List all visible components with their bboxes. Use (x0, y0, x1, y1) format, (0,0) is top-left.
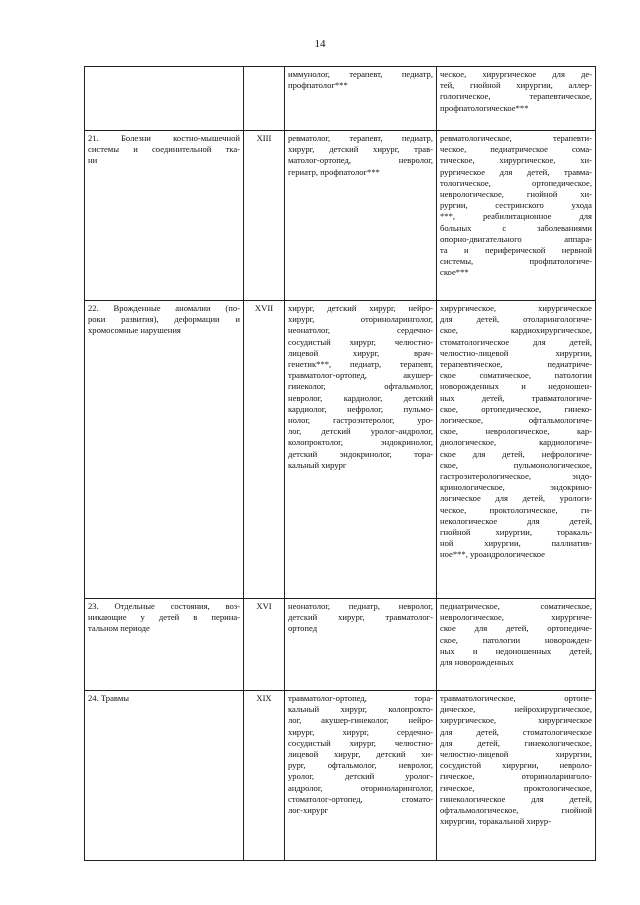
doctors-cell-line: гериатр, профпатолог*** (288, 166, 380, 177)
table-row (85, 131, 596, 301)
disease-cell-line: системы и соединительной тка- (88, 144, 240, 155)
doctors-cell-line: генетик***, педиатр, терапевт, (288, 359, 433, 370)
doctors-cell-line: лог, акушер-гинеколог, нейро- (288, 715, 433, 726)
profiles-cell-line: ское соматическое, патологии (440, 370, 592, 381)
profiles-cell-line: ское, ортопедическое, гинеко- (440, 403, 592, 414)
profiles-cell-line: ское, пульмонологическое, (440, 459, 592, 470)
profiles-cell-line: ское, кардиохирургическое, (440, 325, 592, 336)
profiles-cell-line: опорно-двигательного аппара- (440, 233, 592, 244)
table-row (85, 67, 596, 131)
profiles-cell (437, 599, 596, 691)
profiles-cell-line: ческое, проктологическое, ги- (440, 504, 592, 515)
table-row (85, 691, 596, 861)
doctors-cell-line: профпатолог*** (288, 80, 348, 91)
doctors-cell-line: гинеколог, офтальмолог, (288, 381, 433, 392)
doctors-cell (285, 131, 437, 301)
disease-cell-line: роки развития), деформации и (88, 314, 240, 325)
icd-class-cell: XVII (244, 301, 285, 599)
profiles-cell-line: ское*** (440, 267, 469, 278)
profiles-cell-line: для детей, отоларингологиче- (440, 314, 592, 325)
profiles-cell (437, 301, 596, 599)
profiles-cell-line: системы, профпатологиче- (440, 256, 592, 267)
doctors-cell-line: детский хирург, травматолог- (288, 612, 433, 623)
profiles-cell (437, 691, 596, 861)
icd-class-cell: XIX (244, 691, 285, 861)
profiles-cell-line: гнойной хирургии, торакаль- (440, 527, 592, 538)
doctors-cell-line: травматолог-ортопед, тора- (288, 693, 433, 703)
profiles-cell-line: неврологическое, хирургиче- (440, 612, 592, 623)
doctors-cell-line: невролог, кардиолог, детский (288, 392, 433, 403)
doctors-cell-line: нолог, гастроэнтеролог, уро- (288, 415, 433, 426)
profiles-cell-line: педиатрическое, соматическое, (440, 601, 592, 611)
disease-cell-line: хромосомные нарушения (88, 325, 181, 336)
profiles-cell-line: кринологическое, эндокрино- (440, 482, 592, 493)
profiles-cell-line: ское для детей, нефрологиче- (440, 448, 592, 459)
profiles-cell-line: ческое, педиатрическое сома- (440, 144, 592, 155)
profiles-cell-line: рургическое для детей, травма- (440, 166, 592, 177)
profiles-cell-line: для новорожденных (440, 657, 514, 668)
doctors-cell-line: иммунолог, терапевт, педиатр, (288, 69, 433, 79)
profiles-cell-line: травматологическое, ортопе- (440, 693, 592, 703)
profiles-cell-line: профпатологическое*** (440, 102, 529, 113)
doctors-cell-line: травматолог-ортопед, акушер- (288, 370, 433, 381)
disease-cell (85, 691, 244, 861)
profiles-cell-line: диологическое, кардиологиче- (440, 437, 592, 448)
disease-cell-line: 21. Болезни костно-мышечной (88, 133, 240, 143)
profiles-cell-line: гическое, проктологическое, (440, 782, 592, 793)
doctors-cell-line: неонатолог, сердечно- (288, 325, 433, 336)
doctors-cell (285, 301, 437, 599)
doctors-cell-line: детский эндокринолог, тора- (288, 448, 433, 459)
doctors-cell-line: лицевой хирург, врач- (288, 347, 433, 358)
profiles-cell-line: некологическое для детей, (440, 515, 592, 526)
doctors-cell-line: андролог, оториноларинголог, (288, 782, 433, 793)
profiles-cell-line: хирургическое, хирургическое (440, 303, 592, 313)
doctors-cell-line: ортопед (288, 623, 318, 634)
profiles-cell-line: ревматологическое, терапевти- (440, 133, 592, 143)
profiles-cell-line: хирургии, торакальной хирур- (440, 816, 552, 827)
disease-cell (85, 301, 244, 599)
profiles-cell-line: логическое, офтальмологиче- (440, 415, 592, 426)
profiles-cell-line: гастроэнтерологическое, эндо- (440, 471, 592, 482)
disease-cell-line: никающие у детей в перина- (88, 612, 240, 623)
doctors-cell-line: ревматолог, терапевт, педиатр, (288, 133, 433, 143)
doctors-cell (285, 599, 437, 691)
page-number: 14 (314, 38, 326, 50)
doctors-cell-line: хирург, оториноларинголог, (288, 314, 433, 325)
doctors-cell-line: колопроктолог, эндокринолог, (288, 437, 433, 448)
icd-class-cell: XVI (244, 599, 285, 691)
profiles-cell-line: ное***, уроандрологическое (440, 549, 545, 560)
profiles-cell-line: ных и недоношенных детей, (440, 645, 592, 656)
profiles-cell-line: тическое, хирургическое, хи- (440, 155, 592, 166)
disease-cell (85, 67, 244, 131)
profiles-cell (437, 131, 596, 301)
profiles-cell-line: та и периферической нервной (440, 245, 592, 256)
profiles-cell (437, 67, 596, 131)
table-row (85, 599, 596, 691)
table-row (85, 301, 596, 599)
doctors-cell-line: неонатолог, педиатр, невролог, (288, 601, 433, 611)
doctors-cell-line: кальный хирург, колопрокто- (288, 704, 433, 715)
profiles-cell-line: ское, неврологическое, кар- (440, 426, 592, 437)
doctors-cell-line: сосудистый хирург, челюстно- (288, 336, 433, 347)
doctors-cell-line: хирург, хирург, сердечно- (288, 726, 433, 737)
doctors-cell-line: уролог, детский уролог- (288, 771, 433, 782)
profiles-cell-line: дическое, нейрохирургическое, (440, 704, 592, 715)
profiles-cell-line: для детей, стоматологическое (440, 726, 592, 737)
profiles-cell-line: стоматологическое для детей, (440, 336, 592, 347)
profiles-cell-line: ческое, хирургическое для де- (440, 69, 592, 79)
profiles-cell-line: челюстно-лицевой хирургии, (440, 347, 592, 358)
disease-cell-line: 23. Отдельные состояния, воз- (88, 601, 240, 611)
profiles-cell-line: больных с заболеваниями (440, 222, 592, 233)
profiles-cell-line: ных детей, травматологиче- (440, 392, 592, 403)
profiles-cell-line: сосудистой хирургии, невроло- (440, 760, 592, 771)
doctors-cell-line: хирург, детский хирург, трав- (288, 144, 433, 155)
doctors-cell-line: матолог-ортопед, невролог, (288, 155, 433, 166)
doctors-cell-line: стоматолог-ортопед, стомато- (288, 793, 433, 804)
doctors-cell (285, 691, 437, 861)
profiles-cell-line: тологическое, ортопедическое, (440, 177, 592, 188)
profiles-cell-line: ское для детей, ортопедиче- (440, 623, 592, 634)
icd-class-cell (244, 67, 285, 131)
profiles-cell-line: гинекологическое для детей, (440, 793, 592, 804)
disease-cell-line: 22. Врожденные аномалии (по- (88, 303, 240, 313)
profiles-cell-line: логическое для детей, урологи- (440, 493, 592, 504)
profiles-cell-line: челюстно-лицевой хирургии, (440, 749, 592, 760)
doctors-cell-line: лицевой хирург, детский хи- (288, 749, 433, 760)
profiles-cell-line: неврологическое, гнойной хи- (440, 189, 592, 200)
diseases-table-body (85, 67, 596, 861)
disease-cell-line: 24. Травмы (88, 693, 130, 703)
disease-cell (85, 131, 244, 301)
doctors-cell-line: кардиолог, нефролог, пульмо- (288, 403, 433, 414)
doctors-cell-line: лог, детский уролог-андролог, (288, 426, 433, 437)
disease-cell-line: ни (88, 155, 98, 166)
disease-cell-line: тальном периоде (88, 623, 150, 634)
profiles-cell-line: ной хирургии, паллиатив- (440, 538, 592, 549)
profiles-cell-line: ***, реабилитационное для (440, 211, 592, 222)
doctors-cell-line: хирург, детский хирург, нейро- (288, 303, 433, 313)
doctors-cell-line: рург, офтальмолог, невролог, (288, 760, 433, 771)
profiles-cell-line: ское, патологии новорожден- (440, 634, 592, 645)
doctors-cell-line: лог-хирург (288, 805, 329, 816)
doctors-cell (285, 67, 437, 131)
profiles-cell-line: гологическое, терапевтическое, (440, 91, 592, 102)
profiles-cell-line: терапевтическое, педиатриче- (440, 359, 592, 370)
doctors-cell-line: сосудистый хирург, челюстно- (288, 737, 433, 748)
diseases-table (84, 66, 596, 861)
profiles-cell-line: хирургическое, хирургическое (440, 715, 592, 726)
icd-class-cell: XIII (244, 131, 285, 301)
profiles-cell-line: новорожденных и недоношен- (440, 381, 592, 392)
profiles-cell-line: гическое, оториноларинголо- (440, 771, 592, 782)
profiles-cell-line: рургии, сестринского ухода (440, 200, 592, 211)
doctors-cell-line: кальный хирург (288, 459, 347, 470)
profiles-cell-line: для детей, гинекологическое, (440, 737, 592, 748)
disease-cell (85, 599, 244, 691)
profiles-cell-line: тей, гнойной хирургии, аллер- (440, 80, 592, 91)
profiles-cell-line: офтальмологическое, гнойной (440, 805, 592, 816)
